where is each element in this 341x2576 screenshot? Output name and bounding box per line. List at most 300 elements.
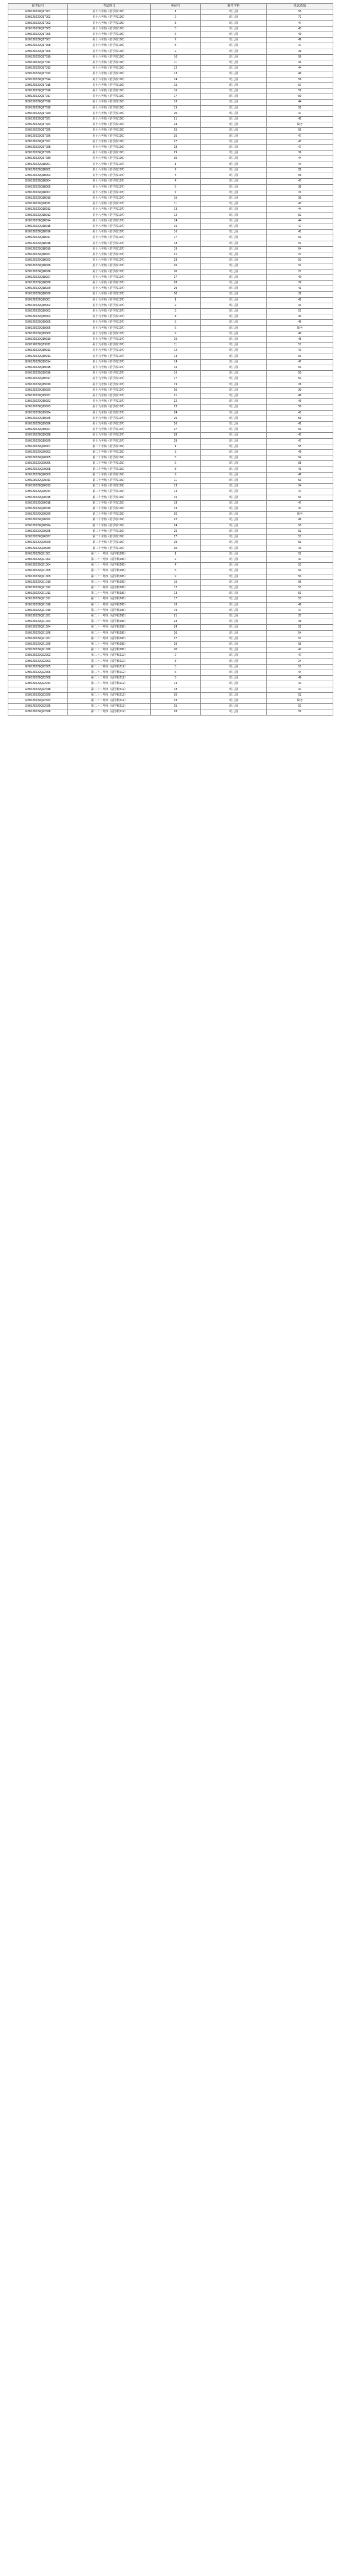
cell-written-score: 59 — [267, 709, 333, 715]
cell-seat-number: 25 — [151, 528, 201, 534]
cell-seat-number: 21 — [151, 252, 201, 257]
cell-exam-number: GB0120222Q21004 — [8, 563, 68, 568]
cell-written-score: 49 — [267, 399, 333, 405]
cell-exam-subject: 美十九考核（招学校107） — [68, 354, 151, 359]
cell-applied-subject: 幼儿园 — [201, 484, 267, 489]
cell-exam-subject: 美十八考核（招学校107） — [68, 286, 151, 292]
cell-exam-subject: 第二十一考核（招学校206） — [68, 563, 151, 568]
cell-written-score: 55 — [267, 128, 333, 133]
cell-seat-number: 8 — [151, 676, 201, 681]
cell-written-score: 46 — [267, 71, 333, 77]
table-row — [8, 117, 333, 122]
cell-written-score: 43 — [267, 314, 333, 320]
table-row — [8, 139, 333, 144]
cell-seat-number: 14 — [151, 77, 201, 82]
cell-exam-subject: 美十八考核（招学校107） — [68, 258, 151, 263]
cell-written-score: 55 — [267, 641, 333, 647]
cell-exam-subject: 美十六考核（招学校106） — [68, 43, 151, 49]
table-row — [8, 450, 333, 455]
cell-applied-subject: 幼儿园 — [201, 528, 267, 534]
cell-exam-number: GB0120222Q22023 — [8, 698, 68, 703]
cell-seat-number: 6 — [151, 670, 201, 675]
cell-exam-subject: 第二十考核（招学校109） — [68, 489, 151, 495]
cell-seat-number: 3 — [151, 173, 201, 179]
cell-written-score: 47 — [267, 557, 333, 562]
cell-seat-number: 10 — [151, 54, 201, 60]
cell-seat-number: 1 — [151, 444, 201, 449]
cell-exam-subject: 美十八考核（招学校107） — [68, 190, 151, 195]
cell-applied-subject: 幼儿园 — [201, 89, 267, 94]
table-row — [8, 100, 333, 105]
cell-written-score: 53 — [267, 528, 333, 534]
cell-exam-number: GB0120222Q20022 — [8, 517, 68, 523]
table-row — [8, 258, 333, 263]
table-row — [8, 630, 333, 636]
cell-applied-subject: 幼儿园 — [201, 292, 267, 297]
table-row — [8, 427, 333, 433]
cell-seat-number: 25 — [151, 416, 201, 421]
cell-exam-number: GB0120222Q21005 — [8, 568, 68, 574]
cell-exam-number: GB0120222Q18013 — [8, 207, 68, 212]
cell-applied-subject: 幼儿园 — [201, 574, 267, 579]
cell-exam-subject: 第二十二考核（招学校212） — [68, 698, 151, 703]
cell-seat-number: 2 — [151, 557, 201, 562]
cell-applied-subject: 幼儿园 — [201, 201, 267, 207]
cell-seat-number: 5 — [151, 664, 201, 670]
cell-written-score: 49 — [267, 676, 333, 681]
cell-exam-subject: 美十六考核（招学校106） — [68, 105, 151, 111]
cell-seat-number: 2 — [151, 653, 201, 659]
cell-exam-number: GB0120222Q20025 — [8, 528, 68, 534]
table-row — [8, 15, 333, 20]
cell-exam-subject: 美十八考核（招学校107） — [68, 252, 151, 257]
table-row — [8, 280, 333, 286]
cell-exam-number: GB0120222Q22005 — [8, 664, 68, 670]
cell-exam-subject: 第二十考核（招学校109） — [68, 455, 151, 461]
table-row — [8, 184, 333, 190]
cell-seat-number: 25 — [151, 128, 201, 133]
cell-exam-subject: 美十六考核（招学校106） — [68, 94, 151, 100]
cell-exam-subject: 第二十二考核（招学校212） — [68, 704, 151, 709]
cell-applied-subject: 幼儿园 — [201, 506, 267, 512]
cell-exam-subject: 美十八考核（招学校107） — [68, 274, 151, 280]
cell-written-score: 51 — [267, 591, 333, 597]
cell-exam-number: GB0120222Q22018 — [8, 687, 68, 692]
cell-seat-number: 13 — [151, 207, 201, 212]
table-row — [8, 597, 333, 602]
table-row — [8, 133, 333, 139]
cell-applied-subject: 幼儿园 — [201, 371, 267, 376]
cell-applied-subject: 幼儿园 — [201, 625, 267, 630]
cell-exam-number: GB0120222Q19006 — [8, 325, 68, 331]
cell-exam-subject: 第二十考核（招学校109） — [68, 528, 151, 534]
cell-seat-number: 3 — [151, 659, 201, 664]
cell-exam-subject: 美十九考核（招学校107） — [68, 336, 151, 342]
cell-applied-subject: 幼儿园 — [201, 585, 267, 590]
cell-seat-number: 12 — [151, 212, 201, 218]
cell-exam-number: GB0120222Q17009 — [8, 49, 68, 54]
table-row — [8, 433, 333, 438]
cell-exam-number: GB0120222Q17028 — [8, 145, 68, 151]
cell-applied-subject: 幼儿园 — [201, 461, 267, 467]
cell-exam-number: GB0120222Q18001 — [8, 162, 68, 167]
cell-applied-subject: 幼儿园 — [201, 258, 267, 263]
cell-applied-subject: 幼儿园 — [201, 602, 267, 608]
cell-written-score: 44 — [267, 207, 333, 212]
cell-exam-number: GB0120222Q17003 — [8, 20, 68, 26]
cell-exam-number: GB0120222Q21018 — [8, 602, 68, 608]
cell-written-score: 缺考 — [267, 325, 333, 331]
cell-applied-subject: 幼儿园 — [201, 647, 267, 653]
cell-seat-number: 3 — [151, 450, 201, 455]
cell-exam-number: GB0120222Q21010 — [8, 579, 68, 585]
cell-written-score: 44 — [267, 100, 333, 105]
cell-seat-number: 23 — [151, 698, 201, 703]
cell-written-score: 37 — [267, 613, 333, 619]
cell-exam-subject: 第二十二考核（招学校212） — [68, 681, 151, 687]
table-row — [8, 246, 333, 252]
table-row — [8, 82, 333, 88]
cell-exam-number: GB0120222Q18026 — [8, 263, 68, 269]
cell-applied-subject: 幼儿园 — [201, 472, 267, 478]
cell-exam-subject: 第二十一考核（招学校206） — [68, 591, 151, 597]
cell-exam-number: GB0120222Q18021 — [8, 252, 68, 257]
table-row — [8, 591, 333, 597]
cell-exam-number: GB0120222Q17021 — [8, 117, 68, 122]
cell-seat-number: 6 — [151, 325, 201, 331]
cell-exam-subject: 第二十考核（招学校109） — [68, 506, 151, 512]
cell-seat-number: 13 — [151, 591, 201, 597]
cell-written-score: 49 — [267, 38, 333, 43]
cell-exam-number: GB0120222Q19011 — [8, 343, 68, 348]
table-header-row — [8, 4, 333, 9]
cell-seat-number: 21 — [151, 117, 201, 122]
cell-exam-number: GB0120222Q17027 — [8, 139, 68, 144]
cell-applied-subject: 幼儿园 — [201, 495, 267, 500]
cell-written-score: 52 — [267, 263, 333, 269]
cell-applied-subject: 幼儿园 — [201, 591, 267, 597]
cell-exam-subject: 第二十一考核（招学校206） — [68, 579, 151, 585]
table-row — [8, 71, 333, 77]
cell-applied-subject: 幼儿园 — [201, 568, 267, 574]
cell-exam-number: GB0120222Q18004 — [8, 179, 68, 184]
cell-written-score: 缺考 — [267, 512, 333, 517]
table-row — [8, 382, 333, 387]
table-row — [8, 613, 333, 619]
cell-written-score: 53 — [267, 478, 333, 484]
cell-seat-number: 3 — [151, 308, 201, 314]
cell-written-score: 28 — [267, 382, 333, 387]
cell-seat-number: 26 — [151, 133, 201, 139]
cell-applied-subject: 幼儿园 — [201, 597, 267, 602]
table-row — [8, 359, 333, 365]
cell-written-score: 50 — [267, 574, 333, 579]
cell-seat-number: 29 — [151, 641, 201, 647]
cell-written-score: 50 — [267, 371, 333, 376]
cell-seat-number: 8 — [151, 467, 201, 472]
cell-seat-number: 18 — [151, 687, 201, 692]
cell-exam-number: GB0120222Q18005 — [8, 184, 68, 190]
cell-applied-subject: 幼儿园 — [201, 670, 267, 675]
cell-applied-subject: 幼儿园 — [201, 354, 267, 359]
cell-seat-number: 20 — [151, 512, 201, 517]
cell-written-score: 47 — [267, 506, 333, 512]
cell-applied-subject: 幼儿园 — [201, 100, 267, 105]
cell-exam-number: GB0120222Q19026 — [8, 422, 68, 427]
cell-exam-subject: 美十六考核（招学校106） — [68, 100, 151, 105]
cell-exam-number: GB0120222Q22020 — [8, 692, 68, 698]
table-header — [8, 4, 333, 9]
cell-exam-number: GB0120222Q19027 — [8, 427, 68, 433]
cell-applied-subject: 幼儿园 — [201, 659, 267, 664]
cell-exam-subject: 美十八考核（招学校107） — [68, 246, 151, 252]
cell-exam-number: GB0120222Q17010 — [8, 54, 68, 60]
cell-applied-subject: 幼儿园 — [201, 54, 267, 60]
table-row — [8, 20, 333, 26]
cell-applied-subject: 幼儿园 — [201, 546, 267, 551]
cell-exam-subject: 美十八考核（招学校107） — [68, 179, 151, 184]
table-row — [8, 557, 333, 562]
cell-exam-subject: 美十八考核（招学校107） — [68, 263, 151, 269]
cell-exam-number: GB0120222Q20003 — [8, 450, 68, 455]
cell-applied-subject: 幼儿园 — [201, 630, 267, 636]
cell-written-score: 53 — [267, 354, 333, 359]
cell-applied-subject: 幼儿园 — [201, 427, 267, 433]
cell-exam-number: GB0120222Q17006 — [8, 32, 68, 38]
cell-applied-subject: 幼儿园 — [201, 608, 267, 613]
cell-applied-subject: 幼儿园 — [201, 579, 267, 585]
cell-seat-number: 9 — [151, 331, 201, 336]
cell-seat-number: 19 — [151, 506, 201, 512]
cell-seat-number: 16 — [151, 230, 201, 235]
cell-applied-subject: 幼儿园 — [201, 320, 267, 325]
cell-applied-subject: 幼儿园 — [201, 653, 267, 659]
cell-applied-subject: 幼儿园 — [201, 139, 267, 144]
cell-exam-subject: 第二十考核（招学校109） — [68, 484, 151, 489]
cell-applied-subject: 幼儿园 — [201, 15, 267, 20]
table-row — [8, 438, 333, 444]
cell-exam-subject: 美十九考核（招学校107） — [68, 371, 151, 376]
table-row — [8, 371, 333, 376]
cell-applied-subject: 幼儿园 — [201, 636, 267, 641]
cell-seat-number: 15 — [151, 82, 201, 88]
cell-seat-number: 13 — [151, 484, 201, 489]
cell-exam-subject: 美十九考核（招学校107） — [68, 365, 151, 371]
cell-exam-subject: 美十六考核（招学校106） — [68, 139, 151, 144]
cell-exam-number: GB0120222Q19021 — [8, 393, 68, 399]
cell-seat-number: 13 — [151, 354, 201, 359]
cell-exam-subject: 第二十一考核（招学校206） — [68, 636, 151, 641]
cell-seat-number: 19 — [151, 105, 201, 111]
cell-seat-number: 18 — [151, 100, 201, 105]
cell-written-score: 47 — [267, 438, 333, 444]
cell-exam-number: GB0120222Q20027 — [8, 535, 68, 540]
cell-written-score: 47 — [267, 500, 333, 506]
cell-applied-subject: 幼儿园 — [201, 376, 267, 382]
cell-applied-subject: 幼儿园 — [201, 348, 267, 354]
cell-written-score: 50 — [267, 94, 333, 100]
cell-exam-subject: 美十九考核（招学校107） — [68, 308, 151, 314]
table-row — [8, 523, 333, 528]
table-row — [8, 122, 333, 128]
cell-applied-subject: 幼儿园 — [201, 416, 267, 421]
table-row — [8, 579, 333, 585]
cell-seat-number: 5 — [151, 320, 201, 325]
table-row — [8, 274, 333, 280]
cell-exam-subject: 第二十一考核（招学校206） — [68, 641, 151, 647]
cell-applied-subject: 幼儿园 — [201, 563, 267, 568]
cell-seat-number: 7 — [151, 38, 201, 43]
table-row — [8, 636, 333, 641]
cell-written-score: 55 — [267, 9, 333, 15]
cell-exam-subject: 美十九考核（招学校107） — [68, 359, 151, 365]
table-row — [8, 687, 333, 692]
cell-applied-subject: 幼儿园 — [201, 393, 267, 399]
cell-applied-subject: 幼儿园 — [201, 450, 267, 455]
cell-applied-subject: 幼儿园 — [201, 382, 267, 387]
cell-exam-number: GB0120222Q20013 — [8, 484, 68, 489]
cell-exam-subject: 美十六考核（招学校106） — [68, 128, 151, 133]
cell-applied-subject: 幼儿园 — [201, 246, 267, 252]
cell-exam-number: GB0120222Q21001 — [8, 551, 68, 557]
cell-exam-number: GB0120222Q20008 — [8, 467, 68, 472]
table-row — [8, 241, 333, 246]
cell-written-score: 40 — [267, 274, 333, 280]
cell-applied-subject: 幼儿园 — [201, 49, 267, 54]
cell-written-score: 55 — [267, 444, 333, 449]
table-row — [8, 506, 333, 512]
table-row — [8, 38, 333, 43]
table-row — [8, 156, 333, 162]
cell-exam-subject: 美十九考核（招学校107） — [68, 297, 151, 303]
cell-applied-subject: 幼儿园 — [201, 26, 267, 32]
cell-seat-number: 29 — [151, 438, 201, 444]
cell-applied-subject: 幼儿园 — [201, 71, 267, 77]
cell-exam-number: GB0120222Q18018 — [8, 241, 68, 246]
cell-exam-number: GB0120222Q18016 — [8, 230, 68, 235]
cell-applied-subject: 幼儿园 — [201, 66, 267, 71]
cell-seat-number: 10 — [151, 579, 201, 585]
cell-seat-number: 18 — [151, 602, 201, 608]
cell-exam-subject: 美十八考核（招学校107） — [68, 162, 151, 167]
cell-exam-number: GB0120222Q18028 — [8, 280, 68, 286]
cell-exam-number: GB0120222Q19003 — [8, 308, 68, 314]
cell-exam-number: GB0120222Q17024 — [8, 122, 68, 128]
table-row — [8, 212, 333, 218]
cell-written-score: 39 — [267, 280, 333, 286]
cell-written-score: 28 — [267, 167, 333, 173]
cell-exam-subject: 第二十一考核（招学校206） — [68, 551, 151, 557]
cell-exam-number: GB0120222Q17011 — [8, 60, 68, 66]
cell-exam-subject: 美十六考核（招学校106） — [68, 77, 151, 82]
cell-exam-subject: 美十八考核（招学校107） — [68, 235, 151, 241]
cell-exam-subject: 美十六考核（招学校106） — [68, 66, 151, 71]
cell-exam-number: GB0120222Q17014 — [8, 77, 68, 82]
cell-seat-number: 8 — [151, 43, 201, 49]
cell-seat-number: 6 — [151, 461, 201, 467]
table-row — [8, 167, 333, 173]
column-header-exam-number: 准考证号 — [8, 4, 68, 9]
cell-seat-number: 24 — [151, 122, 201, 128]
cell-exam-number: GB0120222Q21009 — [8, 574, 68, 579]
cell-exam-subject: 第二十考核（招学校109） — [68, 444, 151, 449]
cell-written-score: 53 — [267, 540, 333, 546]
cell-seat-number: 11 — [151, 60, 201, 66]
cell-written-score: 43 — [267, 467, 333, 472]
cell-exam-number: GB0120222Q17012 — [8, 66, 68, 71]
cell-seat-number: 12 — [151, 348, 201, 354]
cell-exam-number: GB0120222Q20014 — [8, 489, 68, 495]
cell-exam-number: GB0120222Q17008 — [8, 43, 68, 49]
cell-seat-number: 15 — [151, 365, 201, 371]
cell-exam-number: GB0120222Q18036 — [8, 269, 68, 274]
cell-applied-subject: 幼儿园 — [201, 224, 267, 229]
column-header-applied-subject: 报考学科 — [201, 4, 267, 9]
cell-applied-subject: 幼儿园 — [201, 20, 267, 26]
cell-exam-subject: 美十八考核（招学校107） — [68, 184, 151, 190]
table-row — [8, 201, 333, 207]
cell-seat-number: 22 — [151, 399, 201, 405]
cell-applied-subject: 幼儿园 — [201, 167, 267, 173]
cell-seat-number: 23 — [151, 258, 201, 263]
cell-exam-subject: 第二十二考核（招学校212） — [68, 687, 151, 692]
cell-applied-subject: 幼儿园 — [201, 551, 267, 557]
table-row — [8, 653, 333, 659]
cell-applied-subject: 幼儿园 — [201, 478, 267, 484]
cell-seat-number: 36 — [151, 269, 201, 274]
cell-exam-subject: 美十六考核（招学校106） — [68, 151, 151, 156]
cell-written-score: 44 — [267, 670, 333, 675]
cell-exam-subject: 美十六考核（招学校106） — [68, 26, 151, 32]
cell-applied-subject: 幼儿园 — [201, 331, 267, 336]
cell-exam-subject: 美十六考核（招学校106） — [68, 71, 151, 77]
table-row — [8, 343, 333, 348]
cell-seat-number: 5 — [151, 184, 201, 190]
table-row — [8, 224, 333, 229]
cell-exam-number: GB0120222Q19010 — [8, 336, 68, 342]
cell-written-score: 39 — [267, 195, 333, 201]
cell-written-score: 47 — [267, 608, 333, 613]
table-row — [8, 348, 333, 354]
table-row — [8, 145, 333, 151]
table-row — [8, 365, 333, 371]
cell-written-score: 47 — [267, 20, 333, 26]
cell-exam-subject: 美十九考核（招学校107） — [68, 343, 151, 348]
table-row — [8, 692, 333, 698]
cell-exam-subject: 第二十二考核（招学校212） — [68, 676, 151, 681]
table-row — [8, 320, 333, 325]
cell-exam-subject: 美十六考核（招学校106） — [68, 54, 151, 60]
table-row — [8, 698, 333, 703]
table-row — [8, 151, 333, 156]
cell-exam-subject: 第二十考核（招学校109） — [68, 450, 151, 455]
cell-seat-number: 1 — [151, 297, 201, 303]
cell-exam-subject: 第二十二考核（招学校212） — [68, 659, 151, 664]
cell-exam-subject: 美十六考核（招学校106） — [68, 111, 151, 116]
cell-seat-number: 26 — [151, 422, 201, 427]
cell-seat-number: 24 — [151, 625, 201, 630]
cell-written-score: 52 — [267, 625, 333, 630]
cell-exam-number: GB0120222Q20001 — [8, 444, 68, 449]
cell-exam-subject: 美十六考核（招学校106） — [68, 15, 151, 20]
cell-written-score: 51 — [267, 563, 333, 568]
cell-exam-number: GB0120222Q17026 — [8, 133, 68, 139]
cell-applied-subject: 幼儿园 — [201, 308, 267, 314]
cell-exam-number: GB0120222Q22025 — [8, 704, 68, 709]
cell-exam-subject: 美十九考核（招学校107） — [68, 382, 151, 387]
cell-exam-subject: 美十九考核（招学校107） — [68, 416, 151, 421]
table-row — [8, 173, 333, 179]
